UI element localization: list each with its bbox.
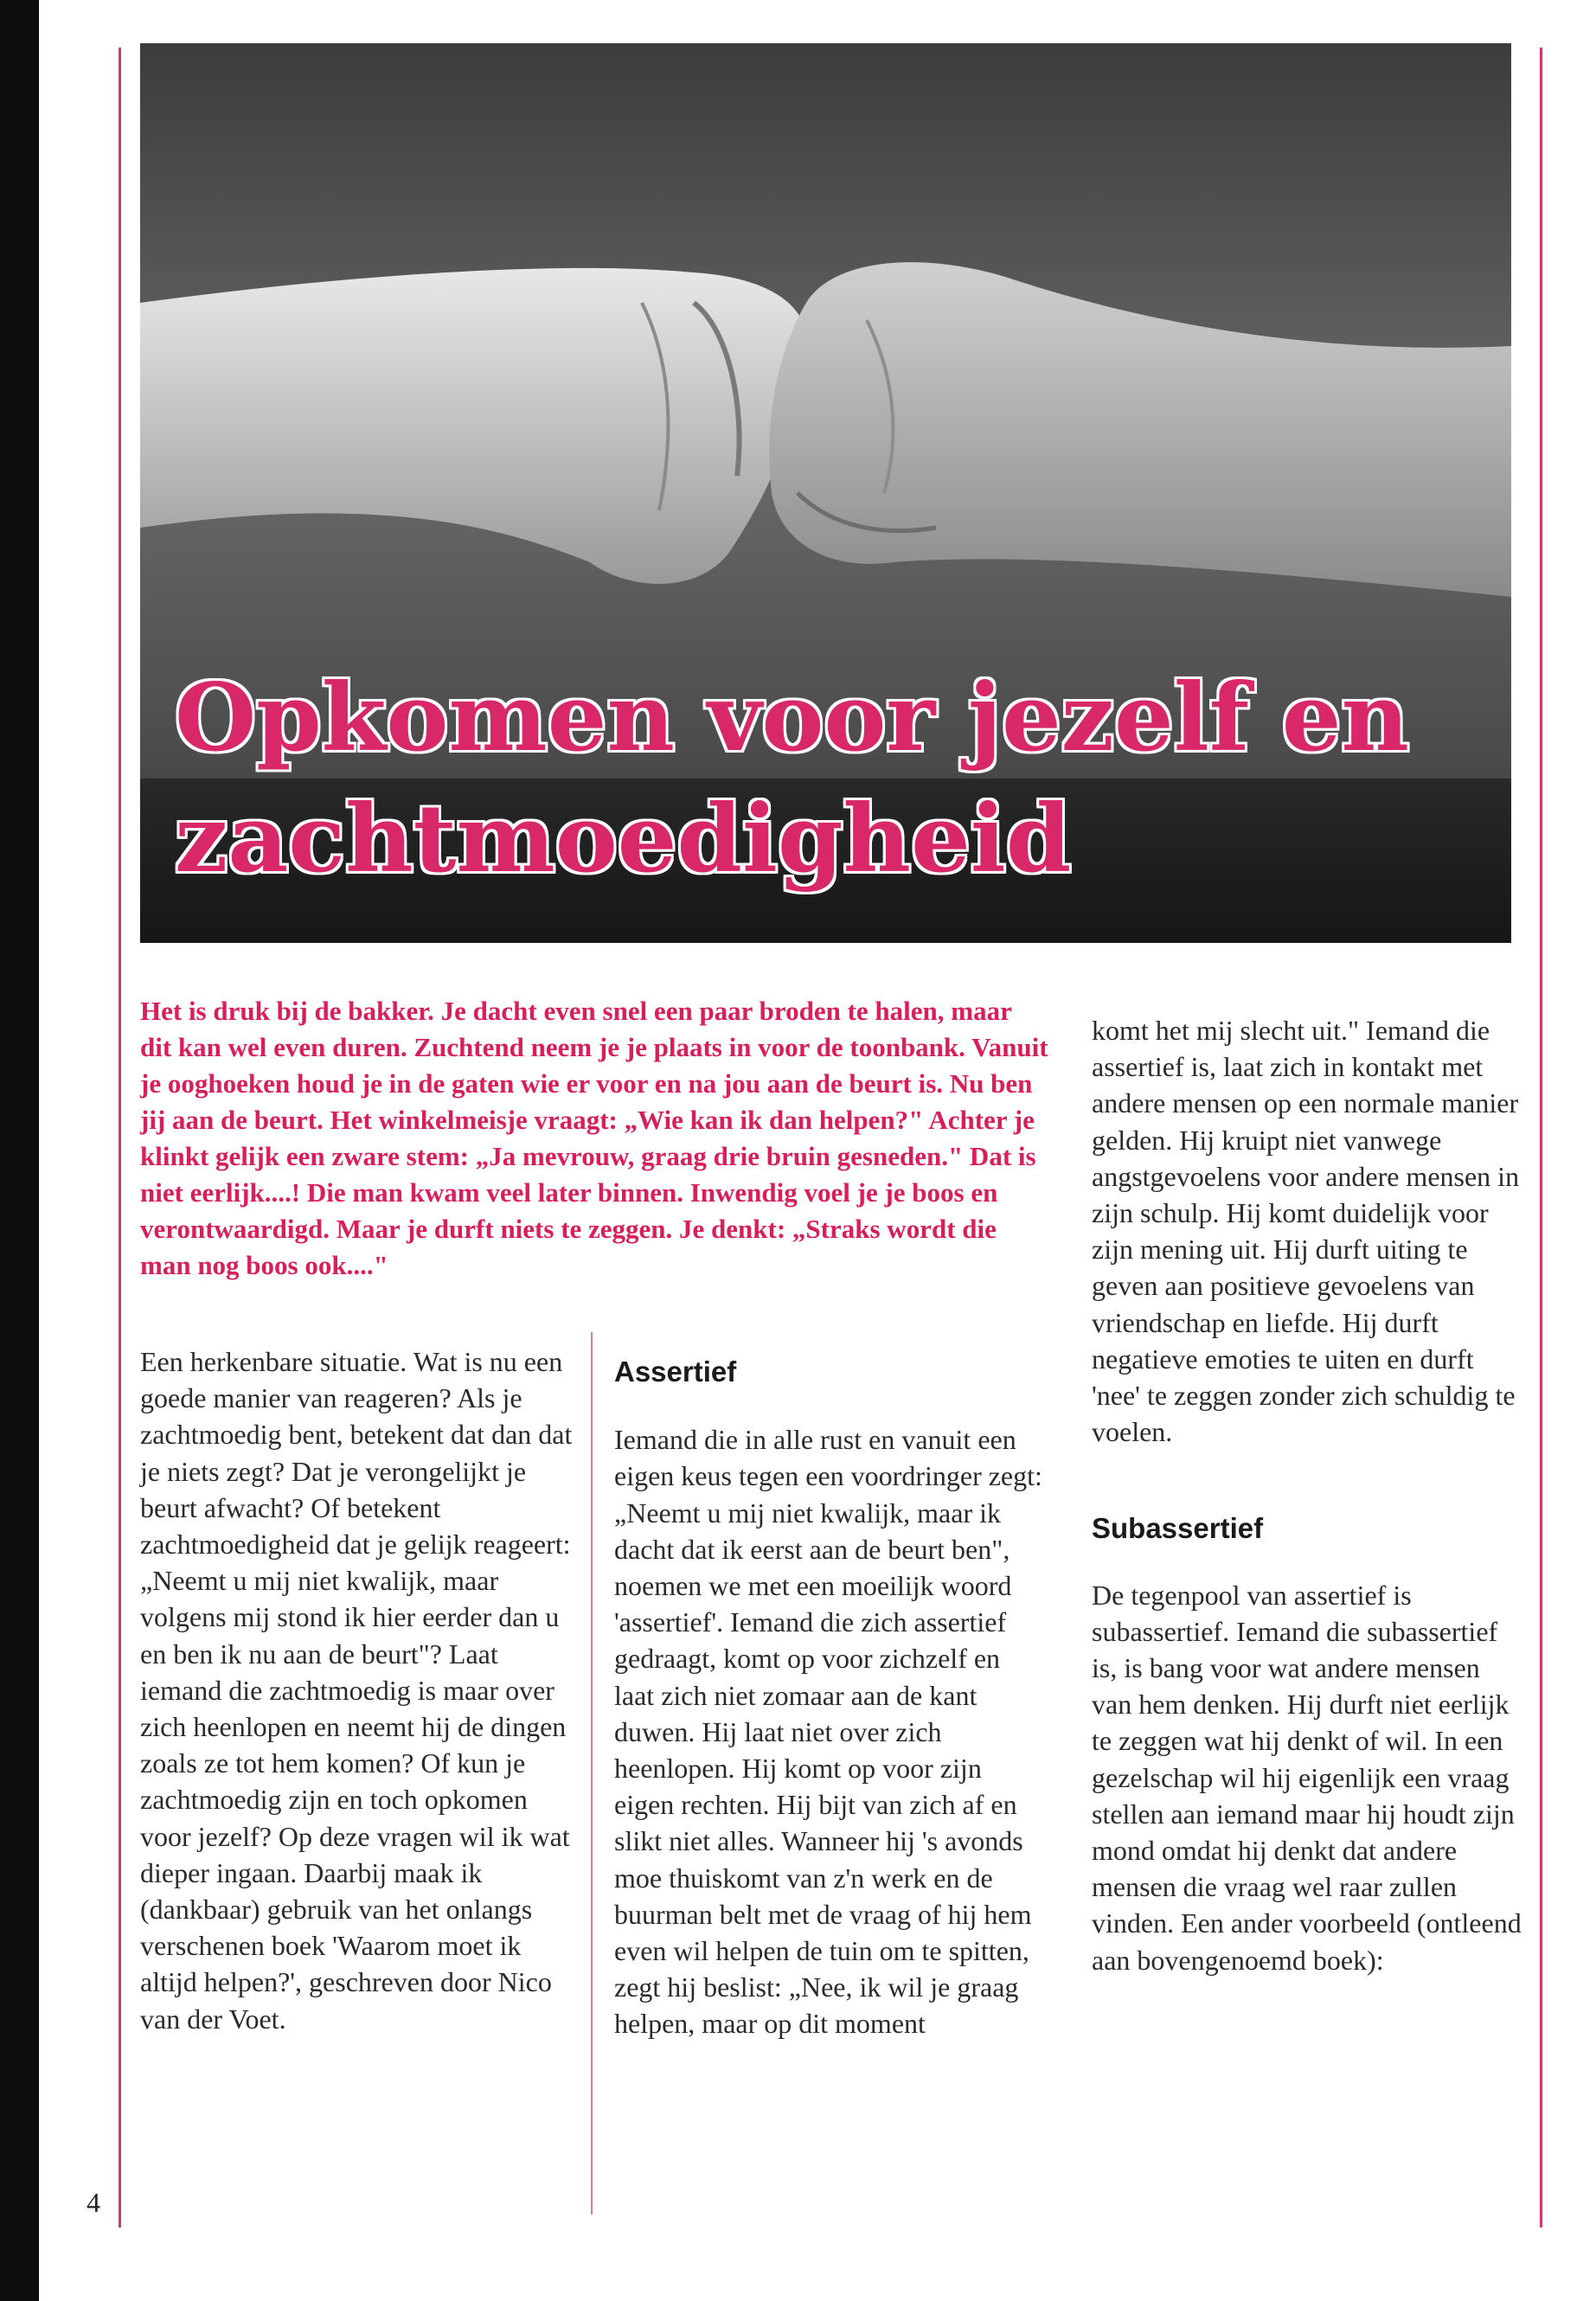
column1-paragraph: Een herkenbare situatie. Wat is nu een goede manier van reageren? Als je zachtmoedig bent, betekent dat dan dat je niets zegt? Dat je verongelijkt je beurt afwacht? Of betekent zachtmoedigheid dat je gelijk reageert: „Neemt u mij niet kwalijk, maar volgens mij stond ik hier eerder dan u en ben ik nu aan de beurt"? Laat iemand die zachtmoedig is maar over zich heenlopen en neemt hij de dingen zoals ze tot hem komen? Of kun je zachtmoedig zijn en toch opkomen voor jezelf? Op deze vragen wil ik wat dieper ingaan. Daarbij maak ik (dankbaar) gebruik van het onlangs verschenen boek 'Waarom moet ik altijd helpen?', geschreven door Nico van der Voet. <box>140 1346 573 2035</box>
header-photo-fists <box>140 43 1511 943</box>
right-margin-rule <box>1540 48 1542 2227</box>
column3-paragraph: komt het mij slecht uit." Iemand die assertief is, laat zich in kontakt met andere mensen op een normale manier gelden. Hij kruipt niet vanwege angstgevoelens voor andere mensen in zijn schulp. Hij komt duidelijk voor zijn mening uit. Hij durft uiting te geven aan positieve gevoelens van vriendschap en liefde. Hij durft negatieve emoties te uiten en durft 'nee' te zeggen zonder zich schuldig te voelen. <box>1092 1015 1520 1448</box>
subassertief-paragraph: De tegenpool van assertief is subassertief. Iemand die subassertief is, is bang voor wat andere mensen van hem denken. Hij durft niet eerlijk te zeggen wat hij denkt of wil. In een gezelschap wil hij eigenlijk een vraag stellen aan iemand maar hij houdt zijn mond omdat hij denkt dat andere mensen die vraag wel raar zullen vinden. Een ander voorbeeld (ontleend aan bovengenoemd boek): <box>1092 1579 1522 1976</box>
subassertief-heading: Subassertief <box>1092 1512 1264 1545</box>
article-title-line1: Opkomen voor jezelf en <box>175 663 1410 772</box>
body-column-1 <box>140 1343 573 2037</box>
left-margin-rule <box>119 48 121 2227</box>
page-binding-edge <box>0 0 39 2301</box>
page-number: 4 <box>87 2187 100 2218</box>
article-intro <box>140 993 1048 1284</box>
assertief-heading: Assertief <box>614 1356 737 1388</box>
assertief-paragraph: Iemand die in alle rust en vanuit een eigen keus tegen een voordringer zegt: „Neemt u mij niet kwalijk, maar ik dacht dat ik eerst aan de beurt ben", noemen we met een moeilijk woord 'assertief'. Iemand die zich assertief gedraagt, komt op voor zichzelf en laat zich niet zomaar aan de kant duwen. Hij laat niet over zich heenlopen. Hij komt op voor zijn eigen rechten. Hij bijt van zich af en slikt niet alles. Wanneer hij 's avonds moe thuiskomt van z'n werk en de buurman belt met de vraag of hij hem even wil helpen de tuin om te spitten, zegt hij beslist: „Nee, ik wil je graag helpen, maar op dit moment <box>614 1424 1042 2040</box>
body-column-3 <box>1092 1012 1524 1978</box>
intro-paragraph: Het is druk bij de bakker. Je dacht even snel een paar broden te halen, maar dit kan wel even duren. Zuchtend neem je je plaats in voor de toonbank. Vanuit je ooghoeken houd je in de gaten wie er voor en na jou aan de beurt is. Nu ben jij aan de beurt. Het winkelmeisje vraagt: „Wie kan ik dan helpen?" Achter je klinkt gelijk een zware stem: „Ja mevrouw, graag drie bruin gesneden." Dat is niet eerlijk....! Die man kwam veel later binnen. Inwendig voel je je boos en verontwaardigd. Maar je durft niets te zeggen. Je denkt: „Straks wordt die man nog boos ook...." <box>140 996 1048 1280</box>
body-column-2 <box>614 1354 1047 2042</box>
column-divider <box>591 1332 593 2214</box>
article-title <box>175 657 1507 900</box>
article-title-line2: zachtmoedigheid <box>175 785 1072 894</box>
